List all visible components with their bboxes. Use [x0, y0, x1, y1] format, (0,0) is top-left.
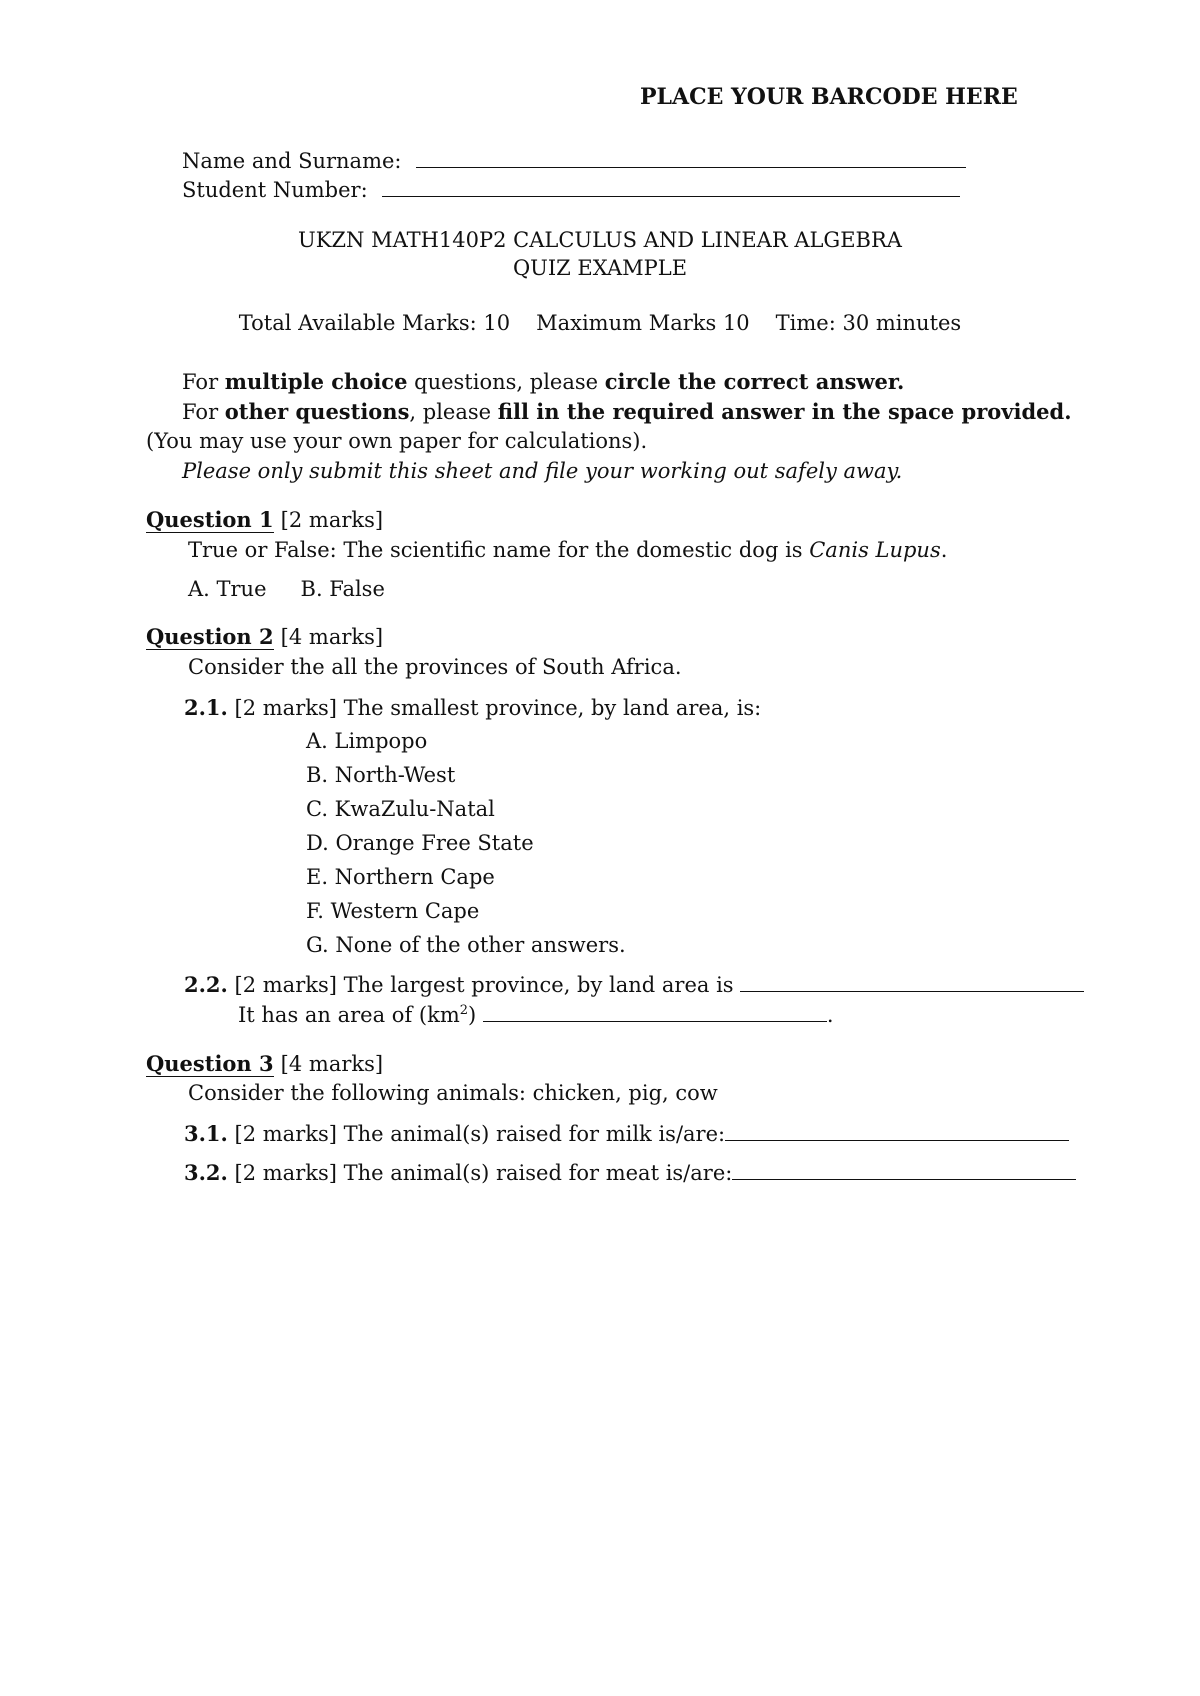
question-text: .	[940, 538, 948, 562]
part-text: [2 marks] The animal(s) raised for milk is/are:	[227, 1122, 726, 1146]
option-true[interactable]: A. True	[188, 577, 267, 601]
instruction-emphasis: circle the correct answer.	[604, 369, 905, 394]
part-number: 2.2.	[184, 972, 228, 997]
question-2-marks: [4 marks]	[274, 625, 384, 649]
part-text: [2 marks] The animal(s) raised for meat is/are:	[227, 1161, 733, 1185]
instruction-submit: Please only submit this sheet and file your working out safely away.	[182, 459, 903, 483]
question-3-1	[184, 1123, 1069, 1145]
instruction-multiple-choice	[182, 371, 904, 393]
option-western-cape[interactable]: F. Western Cape	[306, 899, 480, 923]
question-1-heading	[146, 509, 383, 533]
question-2-intro: Consider the all the provinces of South Africa.	[188, 655, 682, 679]
question-3-marks: [4 marks]	[274, 1052, 384, 1076]
option-kwazulu-natal[interactable]: C. KwaZulu-Natal	[306, 797, 495, 821]
question-3-intro: Consider the following animals: chicken, pig, cow	[188, 1081, 718, 1105]
total-marks: Total Available Marks: 10	[238, 311, 511, 335]
instruction-text: For	[182, 400, 225, 424]
course-title: UKZN MATH140P2 CALCULUS AND LINEAR ALGEBRA	[298, 228, 902, 252]
part-text: It has an area of (km	[238, 1003, 460, 1027]
part-number: 3.2.	[184, 1160, 228, 1185]
question-1-text	[188, 540, 947, 561]
option-orange-free-state[interactable]: D. Orange Free State	[306, 831, 534, 855]
meat-animals-field[interactable]	[732, 1179, 1076, 1180]
question-2-2-area	[238, 1004, 834, 1026]
question-3-2	[184, 1162, 1076, 1184]
part-text: [2 marks] The smallest province, by land area, is:	[227, 696, 762, 720]
option-northern-cape[interactable]: E. Northern Cape	[306, 865, 495, 889]
area-field[interactable]	[483, 1021, 827, 1022]
part-text: .	[826, 1003, 834, 1027]
quiz-title: QUIZ EXAMPLE	[512, 256, 688, 280]
instruction-text: , please	[409, 400, 498, 424]
student-number-field[interactable]	[382, 196, 960, 197]
scientific-name: Canis Lupus	[809, 538, 941, 562]
instruction-text: questions, please	[407, 370, 605, 394]
name-surname-field[interactable]	[416, 167, 966, 168]
student-number-row	[182, 180, 960, 201]
question-2-heading	[146, 626, 383, 650]
part-text: )	[468, 1003, 483, 1027]
instruction-emphasis: fill in the required answer in the space provided.	[497, 399, 1072, 424]
instruction-emphasis: other questions	[224, 399, 410, 424]
instruction-text: For	[182, 370, 225, 394]
question-text: True or False: The scientific name for the domestic dog is	[188, 538, 810, 562]
question-1-marks: [2 marks]	[274, 508, 384, 532]
name-surname-row	[182, 151, 966, 172]
instruction-own-paper: (You may use your own paper for calculations).	[146, 429, 648, 453]
option-false[interactable]: B. False	[300, 577, 385, 601]
student-number-label: Student Number:	[182, 178, 368, 202]
name-surname-label: Name and Surname:	[182, 149, 402, 173]
marks-line	[0, 313, 1200, 334]
part-number: 2.1.	[184, 695, 228, 720]
question-3-title: Question 3	[146, 1051, 274, 1076]
part-text: [2 marks] The largest province, by land area is	[227, 973, 741, 997]
part-number: 3.1.	[184, 1121, 228, 1146]
maximum-marks: Maximum Marks 10	[536, 311, 750, 335]
superscript: 2	[459, 1003, 469, 1018]
option-limpopo[interactable]: A. Limpopo	[306, 729, 428, 753]
question-2-title: Question 2	[146, 624, 274, 649]
time-limit: Time: 30 minutes	[775, 311, 962, 335]
question-2-1	[184, 697, 761, 719]
option-none[interactable]: G. None of the other answers.	[306, 933, 626, 957]
milk-animals-field[interactable]	[725, 1140, 1069, 1141]
question-2-2	[184, 974, 1084, 996]
question-1-title: Question 1	[146, 507, 274, 532]
largest-province-field[interactable]	[740, 991, 1084, 992]
instruction-other-questions	[182, 401, 1072, 423]
question-1-options	[188, 579, 385, 600]
question-3-heading	[146, 1053, 383, 1077]
option-north-west[interactable]: B. North-West	[306, 763, 456, 787]
instruction-emphasis: multiple choice	[224, 369, 408, 394]
barcode-label: PLACE YOUR BARCODE HERE	[640, 84, 1018, 110]
